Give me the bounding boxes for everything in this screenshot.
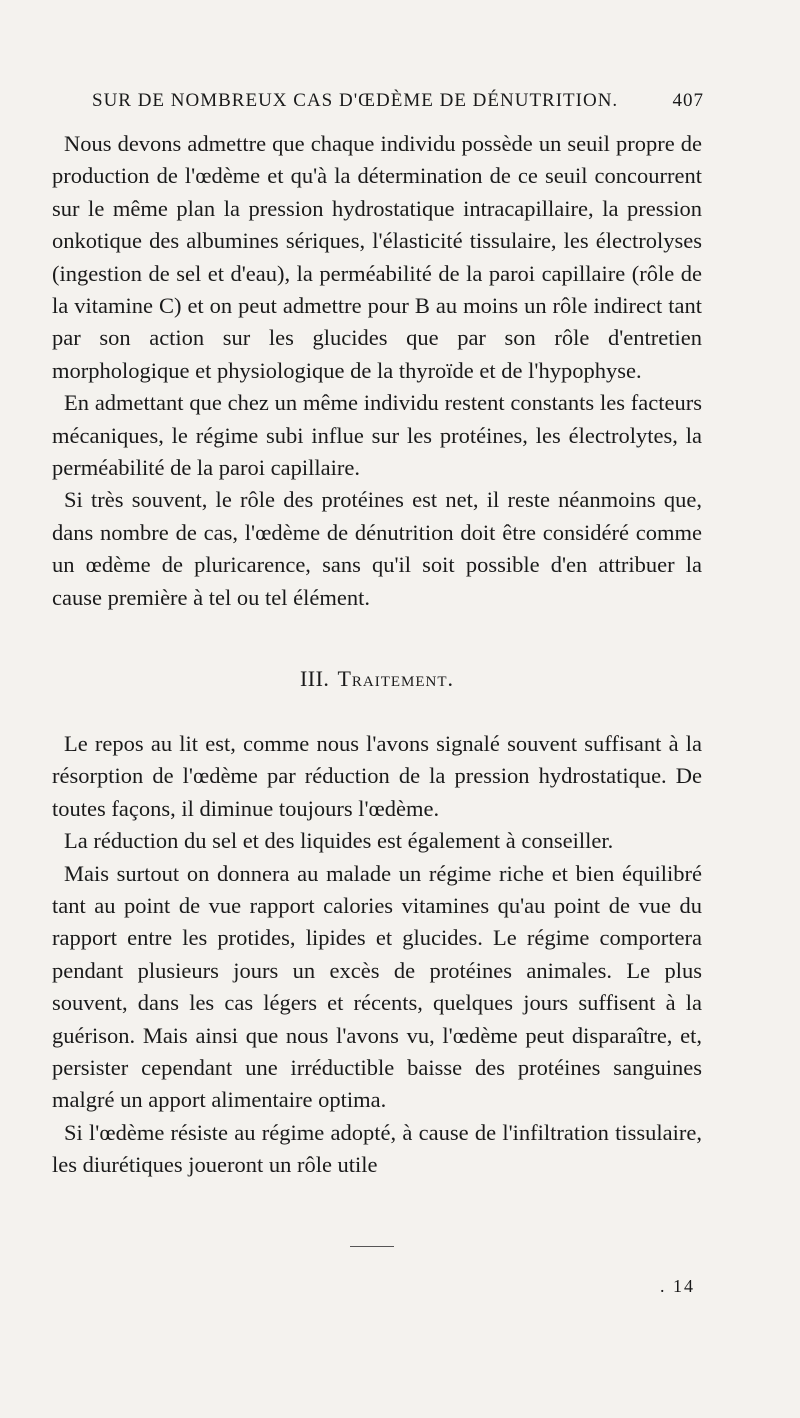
running-title: SUR DE NOMBREUX CAS D'ŒDÈME DE DÉNUTRITION. <box>92 90 619 111</box>
section-discussion <box>52 128 702 614</box>
paragraph: Si l'œdème résiste au régime adopté, à cause de l'infiltration tissulaire, les diurétiques joueront un rôle utile <box>52 1119 702 1178</box>
paragraph: En admettant que chez un même individu restent constants les facteurs mécaniques, le régime subi influe sur les protéines, les électrolytes, la perméabilité de la paroi capillaire. <box>52 390 702 481</box>
paragraph: Mais surtout on donnera au malade un régime riche et bien équilibré tant au point de vue rapport calories vitamines qu'au point de vue du rapport entre les protides, lipides et glucides. Le régime comportera pendant plusieurs jours un excès de protéines animales. Le plus souvent, dans les cas légers et récents, quelques jours suffisent à la guérison. Mais ainsi que nous l'avons vu, l'œdème peut disparaître, et, persister cependant une irréductible baisse des protéines sanguines malgré un apport alimentaire optima. <box>52 860 702 1113</box>
signature-mark: . 14 <box>660 1276 695 1296</box>
paragraph: Le repos au lit est, comme nous l'avons signalé souvent suffisant à la résorption de l'œdème par réduction de la pression hydrostatique. De toutes façons, il diminue toujours l'œdème. <box>52 731 702 821</box>
section-heading <box>52 666 702 692</box>
page-number: 407 <box>672 90 704 111</box>
paragraph: Si très souvent, le rôle des protéines est net, il reste néanmoins que, dans nombre de cas, l'œdème de dénutrition doit être considéré comme un œdème de pluricarence, sans qu'il soit possible d'en attribuer la cause première à tel ou tel élément. <box>52 487 702 610</box>
paragraph: Nous devons admettre que chaque individu possède un seuil propre de production de l'œdème et qu'à la détermination de ce seuil concourrent sur le même plan la pression hydrostatique intracapillaire, la pression onkotique des albumines sériques, l'élasticité tissulaire, les électrolyses (ingestion de sel et d'eau), la perméabilité de la paroi capillaire (rôle de la vitamine C) et on peut admettre pour B au moins un rôle indirect tant par son action sur les glucides que par son rôle d'entretien morphologique et physiologique de la thyroïde et de l'hypophyse. <box>52 131 702 383</box>
separator-rule <box>350 1246 394 1247</box>
section-number: III. <box>299 666 330 691</box>
section-treatment <box>52 728 702 1182</box>
running-head <box>92 90 704 120</box>
section-title: Traitement. <box>337 666 455 691</box>
paragraph: La réduction du sel et des liquides est également à conseiller. <box>64 828 614 854</box>
